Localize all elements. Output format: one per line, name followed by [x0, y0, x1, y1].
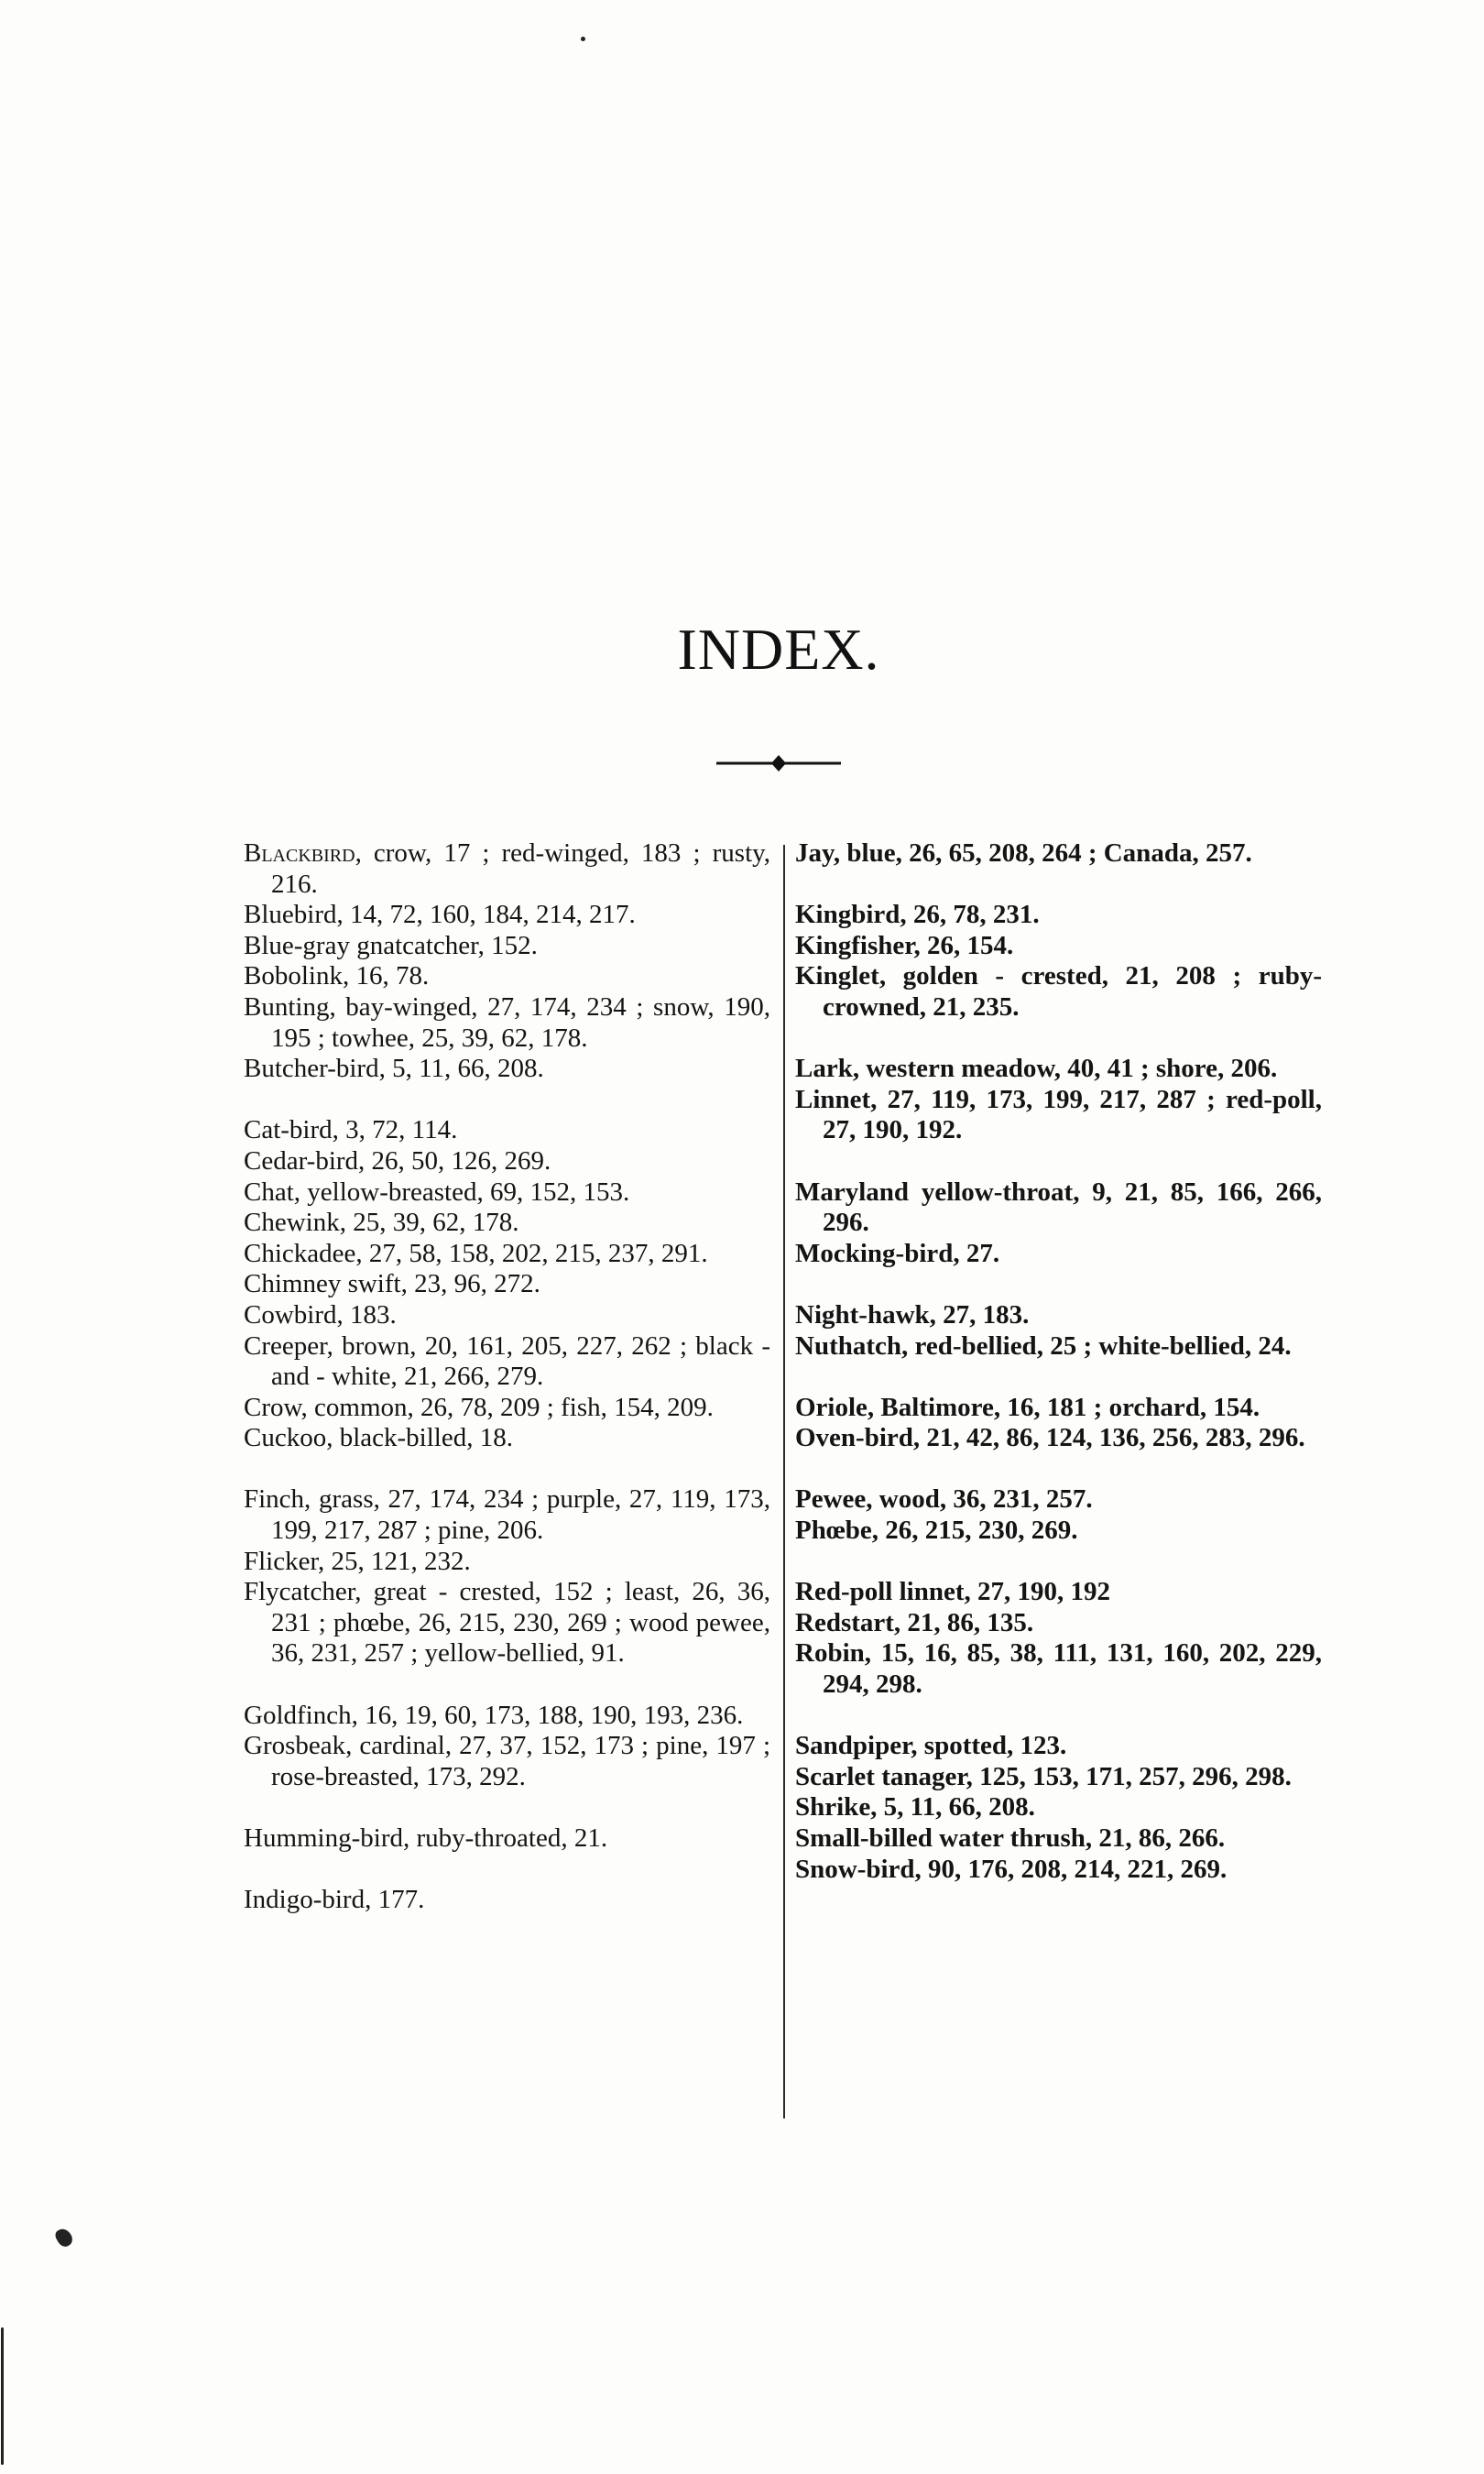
index-column-left — [244, 838, 770, 1916]
index-entry: Kingfisher, 26, 154. — [795, 930, 1014, 960]
column-divider — [783, 845, 785, 2118]
index-entry: Creeper, brown, 20, 161, 205, 227, 262 ; black - and - white, 21, 266, 279. — [244, 1330, 770, 1392]
index-entry: Bobolink, 16, 78. — [244, 961, 430, 991]
index-entry: Blue-gray gnatcatcher, 152. — [244, 930, 538, 960]
index-entry: Mocking-bird, 27. — [795, 1238, 1000, 1268]
index-entry: Chewink, 25, 39, 62, 178. — [244, 1208, 519, 1238]
section-gap — [244, 1792, 770, 1823]
index-entry: Pewee, wood, 36, 231, 257. — [795, 1484, 1093, 1515]
section-gap — [795, 1362, 1322, 1393]
index-entry: Flicker, 25, 121, 232. — [244, 1546, 471, 1576]
index-column-right — [795, 838, 1322, 1885]
scan-speck — [53, 2226, 75, 2249]
section-gap — [244, 1454, 770, 1485]
index-entry: Humming-bird, ruby-throated, 21. — [244, 1823, 608, 1853]
index-entry: Chat, yellow-breasted, 69, 152, 153. — [244, 1177, 630, 1207]
index-entry: Oriole, Baltimore, 16, 181 ; orchard, 154. — [795, 1392, 1260, 1422]
index-entry: Flycatcher, great - crested, 152 ; least, 26, 36, 231 ; phœbe, 26, 215, 230, 269 ; wood pewee, 36, 231, 257 ; yellow-bellied, 91. — [244, 1577, 770, 1669]
index-entry: Red-poll linnet, 27, 190, 192 — [795, 1577, 1110, 1607]
section-gap — [795, 1269, 1322, 1300]
index-entry: Bluebird, 14, 72, 160, 184, 214, 217. — [244, 900, 636, 930]
page-title: INDEX. — [677, 617, 880, 682]
index-entry: Cat-bird, 3, 72, 114. — [244, 1115, 458, 1145]
section-gap — [244, 1855, 770, 1886]
index-entry: Cedar-bird, 26, 50, 126, 269. — [244, 1145, 551, 1176]
section-gap — [795, 1701, 1322, 1732]
index-entry: Lark, western meadow, 40, 41 ; shore, 206. — [795, 1054, 1278, 1084]
scan-speck — [1, 2327, 4, 2465]
index-entry: Cuckoo, black-billed, 18. — [244, 1423, 513, 1453]
index-entry: Shrike, 5, 11, 66, 208. — [795, 1792, 1035, 1823]
index-entry: Maryland yellow-throat, 9, 21, 85, 166, 266, 296. — [795, 1177, 1322, 1238]
section-gap — [795, 1547, 1322, 1578]
entry-head: Blackbird — [244, 838, 355, 868]
index-entry: Snow-bird, 90, 176, 208, 214, 221, 269. — [795, 1854, 1228, 1884]
index-entry: Kinglet, golden - crested, 21, 208 ; ruby-crowned, 21, 235. — [795, 961, 1322, 1022]
section-gap — [244, 1669, 770, 1701]
section-gap — [795, 1146, 1322, 1177]
index-entry: Robin, 15, 16, 85, 38, 111, 131, 160, 202, 229, 294, 298. — [795, 1638, 1322, 1700]
index-entry: Crow, common, 26, 78, 209 ; fish, 154, 209. — [244, 1392, 714, 1422]
index-entry: Linnet, 27, 119, 173, 199, 217, 287 ; red-poll, 27, 190, 192. — [795, 1084, 1322, 1145]
index-entry: Sandpiper, spotted, 123. — [795, 1731, 1067, 1761]
section-gap — [795, 1454, 1322, 1485]
index-entry: Finch, grass, 27, 174, 234 ; purple, 27, 119, 173, 199, 217, 287 ; pine, 206. — [244, 1484, 770, 1546]
index-entry: Indigo-bird, 177. — [244, 1885, 425, 1915]
entry-rest: , crow, 17 ; red-winged, 183 ; rusty, 216. — [271, 838, 770, 899]
index-entry: Oven-bird, 21, 42, 86, 124, 136, 256, 283, 296. — [795, 1423, 1305, 1453]
index-entry: Nuthatch, red-bellied, 25 ; white-bellied, 24. — [795, 1330, 1292, 1361]
index-entry: Goldfinch, 16, 19, 60, 173, 188, 190, 193, 236. — [244, 1700, 744, 1730]
index-entry: Cowbird, 183. — [244, 1299, 397, 1330]
index-entry — [244, 838, 770, 900]
scan-speck — [581, 37, 585, 41]
index-entry: Jay, blue, 26, 65, 208, 264 ; Canada, 257. — [795, 838, 1252, 868]
index-entry: Night-hawk, 27, 183. — [795, 1299, 1030, 1330]
index-entry: Bunting, bay-winged, 27, 174, 234 ; snow, 190, 195 ; towhee, 25, 39, 62, 178. — [244, 991, 770, 1053]
section-gap — [795, 870, 1322, 901]
ornament-divider-icon — [715, 750, 843, 777]
index-entry: Redstart, 21, 86, 135. — [795, 1607, 1034, 1637]
index-entry: Scarlet tanager, 125, 153, 171, 257, 296, 298. — [795, 1761, 1292, 1791]
index-entry: Butcher-bird, 5, 11, 66, 208. — [244, 1054, 544, 1084]
index-entry: Kingbird, 26, 78, 231. — [795, 900, 1040, 930]
section-gap — [795, 1024, 1322, 1055]
index-entry: Phœbe, 26, 215, 230, 269. — [795, 1516, 1078, 1546]
index-entry: Small-billed water thrush, 21, 86, 266. — [795, 1823, 1226, 1853]
index-entry: Grosbeak, cardinal, 27, 37, 152, 173 ; pine, 197 ; rose-breasted, 173, 292. — [244, 1731, 770, 1791]
index-entry: Chickadee, 27, 58, 158, 202, 215, 237, 291. — [244, 1238, 708, 1268]
index-entry: Chimney swift, 23, 96, 272. — [244, 1269, 540, 1299]
section-gap — [244, 1085, 770, 1116]
